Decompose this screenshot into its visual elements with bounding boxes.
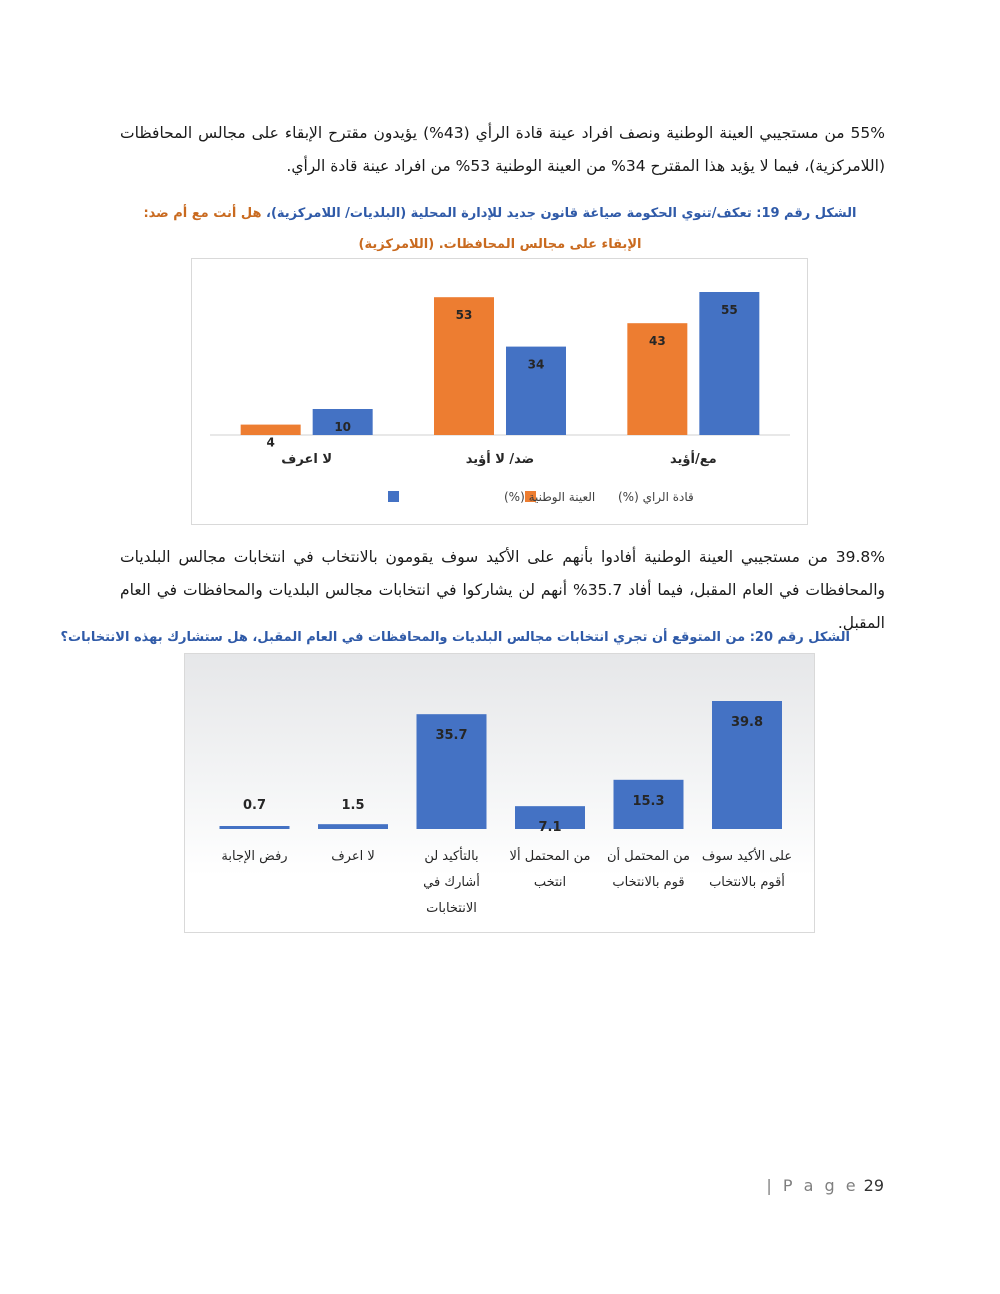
figure-20-caption: الشكل رقم 20: من المتوقع أن تجري انتخابات مجالس البلديات والمحافظات في العام المقبل، هل ستشارك بهذه الانتخابات؟ xyxy=(60,630,850,645)
bar-value-label: 53 xyxy=(455,308,473,323)
category-label: لا اعرف xyxy=(281,452,333,467)
figure-19-chart xyxy=(191,258,808,525)
category-label: على الأكيد سوف xyxy=(701,849,793,864)
bar-5 xyxy=(318,824,388,829)
bar-value-label: 0.7 xyxy=(242,798,267,813)
category-label: رفض الإجابة xyxy=(221,849,288,864)
bar-value-label: 39.8 xyxy=(730,715,764,730)
figure-19-chart-svg xyxy=(192,259,809,526)
category-label: من المحتمل أن xyxy=(606,849,691,864)
figure-19-caption-question: هل أنت مع أم ضد: الإبقاء على مجالس المحافظات. (اللامركزية) xyxy=(143,206,642,252)
category-label: ضد/ لا أؤيد xyxy=(465,452,535,467)
category-label: بالتأكيد لن xyxy=(424,849,479,864)
legend-label-1: قادة الراي (%) xyxy=(618,490,694,504)
figure-20-chart-svg xyxy=(185,654,816,934)
bar-value-label: 15.3 xyxy=(632,793,665,809)
category-label: لا اعرف xyxy=(331,849,375,864)
category-label: مع/أؤيد xyxy=(670,452,717,467)
page-footer xyxy=(760,1176,884,1195)
bar-value-label: 35.7 xyxy=(435,728,468,744)
bar-value-label: 4 xyxy=(266,435,275,450)
legend-swatch-2 xyxy=(388,491,399,502)
bar-value-label: 43 xyxy=(648,334,666,349)
bar-value-label: 55 xyxy=(720,303,738,317)
bar-6 xyxy=(220,826,290,829)
figure-19-caption-prefix: الشكل رقم 19: تعكف/تنوي الحكومة صياغة قانون جديد للإدارة المحلية (البلديات/ اللامركزية)، xyxy=(261,206,857,221)
category-label: أقوم بالانتخاب xyxy=(709,875,785,890)
category-label: انتخب xyxy=(533,875,567,890)
legend-label-2: العينة الوطنية (%) xyxy=(504,490,596,504)
category-label: أشارك في xyxy=(423,875,480,890)
figure-19-caption xyxy=(135,198,865,260)
paragraph-1: 55% من مستجيبي العينة الوطنية ونصف افراد عينة قادة الرأي (43%) يؤيدون مقترح الإبقاء على مجالس المحافظات (اللامركزية)، فيما لا يؤيد هذا المقترح 34% من العينة الوطنية 53% من افراد عينة قادة الرأي. xyxy=(120,124,885,175)
category-label: قوم بالانتخاب xyxy=(612,875,685,890)
page-label: | P a g e xyxy=(766,1176,859,1195)
bar-value-label: 7.1 xyxy=(538,820,562,836)
bar-value-label: 10 xyxy=(334,420,352,434)
bar-leaders-3 xyxy=(241,425,301,435)
figure-20-chart xyxy=(184,653,815,933)
bar-value-label: 34 xyxy=(527,357,545,372)
page-number: 29 xyxy=(863,1176,884,1195)
category-label: من المحتمل ألا xyxy=(509,849,591,864)
category-label: الانتخابات xyxy=(426,901,477,916)
bar-value-label: 1.5 xyxy=(341,798,365,813)
paragraph-2: 39.8% من مستجيبي العينة الوطنية أفادوا بأنهم على الأكيد سوف يقومون بالانتخاب في انتخابات مجالس البلديات والمحافظات في العام المقبل، فيما أفاد 35.7% أنهم لن يشاركوا في انتخابات مجالس البلديات والمحافظات في العام المقبل. xyxy=(120,548,886,632)
